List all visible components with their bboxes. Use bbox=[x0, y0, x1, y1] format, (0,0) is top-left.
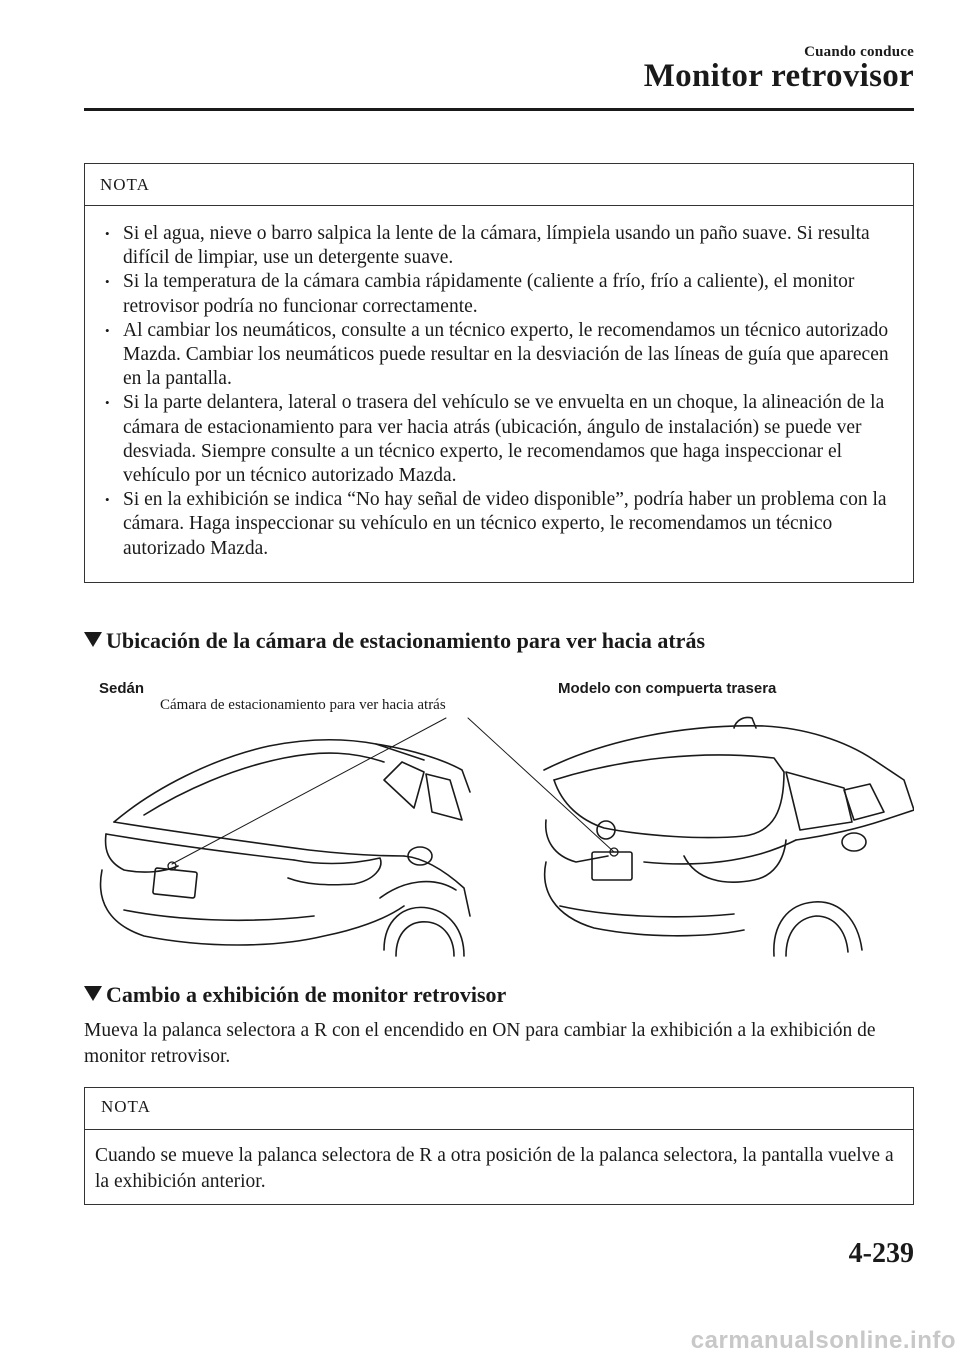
note-box-1 bbox=[84, 163, 914, 583]
hatchback-illustration bbox=[544, 717, 914, 956]
note-text: Cuando se mueve la palanca selectora de R a otra posición de la palanca selectora, la pantalla vuelve a la exhibición anterior. bbox=[95, 1145, 894, 1192]
page-title: Monitor retrovisor bbox=[643, 58, 914, 94]
note-item: • Si la temperatura de la cámara cambia rápidamente (caliente a frío, frío a caliente), el monitor retrovisor podría no funcionar correctamente. bbox=[85, 270, 913, 318]
sedan-illustration bbox=[101, 740, 470, 956]
note-box-2 bbox=[84, 1087, 914, 1205]
note-list bbox=[85, 206, 913, 561]
note-heading: NOTA bbox=[85, 164, 913, 206]
section-heading-monitor-display bbox=[84, 982, 506, 1008]
page-number: 4-239 bbox=[848, 1238, 914, 1269]
body-paragraph: Mueva la palanca selectora a R con el encendido en ON para cambiar la exhibición a la exhibición de monitor retrovisor. bbox=[84, 1020, 876, 1067]
note-item: • Si en la exhibición se indica “No hay señal de video disponible”, podría haber un problema con la cámara. Haga inspeccionar su vehículo en un técnico experto, le recomendamos un técnico autorizado Mazda. bbox=[85, 488, 913, 561]
section-heading-camera-location bbox=[84, 628, 705, 654]
section-heading-text: Ubicación de la cámara de estacionamiento para ver hacia atrás bbox=[106, 628, 706, 653]
note-item: • Al cambiar los neumáticos, consulte a un técnico experto, le recomendamos un técnico autorizado Mazda. Cambiar los neumáticos puede resultar en la desviación de las líneas de guía que aparecen en la pantalla. bbox=[85, 319, 913, 392]
note-heading: NOTA bbox=[85, 1088, 913, 1130]
triangle-down-icon bbox=[84, 986, 102, 1001]
watermark: carmanualsonline.info bbox=[690, 1327, 956, 1354]
figure-label-hatchback: Modelo con compuerta trasera bbox=[558, 680, 777, 697]
note-item: • Si el agua, nieve o barro salpica la lente de la cámara, límpiela usando un paño suave. Si resulta difícil de limpiar, use un detergente suave. bbox=[85, 222, 913, 270]
section-heading-text: Cambio a exhibición de monitor retrovisor bbox=[106, 982, 507, 1007]
chapter-title: Cuando conduce bbox=[804, 44, 914, 60]
figure-callout: Cámara de estacionamiento para ver hacia atrás bbox=[160, 697, 446, 713]
note-item: • Si la parte delantera, lateral o trasera del vehículo se ve envuelta en un choque, la alineación de la cámara de estacionamiento para ver hacia atrás (ubicación, ángulo de instalación) se puede ver desviada. Siempre consulte a un técnico experto, le recomendamos que haga inspeccionar el vehículo por un técnico autorizado Mazda. bbox=[85, 391, 913, 488]
header-rule bbox=[84, 108, 914, 111]
figure-label-sedan: Sedán bbox=[99, 680, 145, 697]
triangle-down-icon bbox=[84, 632, 102, 647]
rear-camera-location-figure bbox=[84, 680, 914, 960]
